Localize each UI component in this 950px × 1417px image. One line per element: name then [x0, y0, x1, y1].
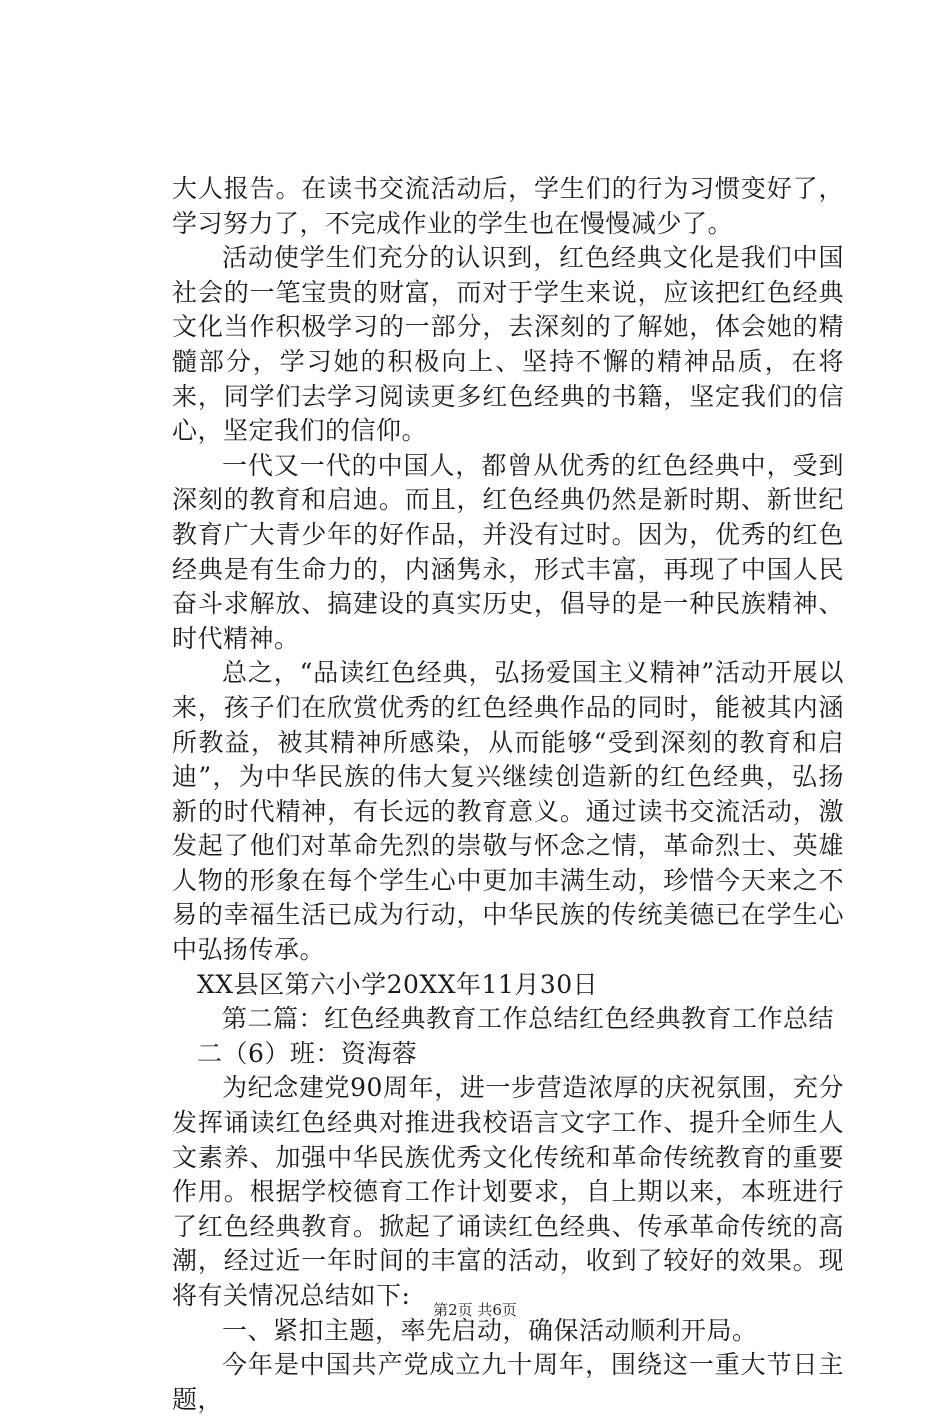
paragraph-anniversary: 今年是中国共产党成立九十周年，围绕这一重大节日主题，	[172, 1350, 844, 1414]
class-author-line: 二（6）班：资海蓉	[197, 1038, 418, 1068]
paragraph-summary: 总之，“品读红色经典，弘扬爱国主义精神”活动开展以来，孩子们在欣赏优秀的红色经典作品的同时，能被其内涵所教益，被其精神所感染，从而能够“受到深刻的教育和启迪”，为中华民族的伟大复兴继续创造新的红色经典，弘扬新的时代精神，有长远的教育意义。通过读书交流活动，激发起了他们对革命先烈的崇敬与怀念之情，革命烈士、英雄人物的形象在每个学生心中更加丰满生动，珍惜今天来之不易的幸福生活已成为行动，中华民族的传统美德已在学生心中弘扬传承。	[172, 658, 844, 965]
page-footer: 第2页 共6页	[433, 1301, 517, 1319]
section-heading-part-two: 第二篇：红色经典教育工作总结红色经典教育工作总结	[222, 1004, 835, 1034]
paragraph-activity-effect: 活动使学生们充分的认识到，红色经典文化是我们中国社会的一笔宝贵的财富，而对于学生来说，应该把红色经典文化当作积极学习的一部分，去深刻的了解她，体会她的精髓部分，学习她的积极向上、坚持不懈的精神品质，在将来，同学们去学习阅读更多红色经典的书籍，坚定我们的信心，坚定我们的信仰。	[172, 243, 844, 446]
school-signature-date: XX县区第六小学20XX年11月30日	[197, 969, 599, 999]
paragraph-introduction: 为纪念建党90周年，进一步营造浓厚的庆祝氛围，充分发挥诵读红色经典对推进我校语言文字工作、提升全师生人文素养、加强中华民族优秀文化传统和革命传统教育的重要作用。根据学校德育工作计划要求，自上期以来，本班进行了红色经典教育。掀起了诵读红色经典、传承革命传统的高潮，经过近一年时间的丰富的活动，收到了较好的效果。现将有关情况总结如下:	[172, 1073, 844, 1310]
paragraph-generations: 一代又一代的中国人，都曾从优秀的红色经典中，受到深刻的教育和启迪。而且，红色经典仍然是新时期、新世纪教育广大青少年的好作品，并没有过时。因为，优秀的红色经典是有生命力的，内涵隽永，形式丰富，再现了中国人民奋斗求解放、搞建设的真实历史，倡导的是一种民族精神、时代精神。	[172, 450, 844, 653]
document-body	[172, 172, 844, 1417]
subheading-one: 一、紧扣主题，率先启动，确保活动顺利开局。	[222, 1315, 758, 1345]
paragraph-continuation: 大人报告。在读书交流活动后，学生们的行为习惯变好了，学习努力了，不完成作业的学生也在慢慢减少了。	[172, 174, 844, 238]
